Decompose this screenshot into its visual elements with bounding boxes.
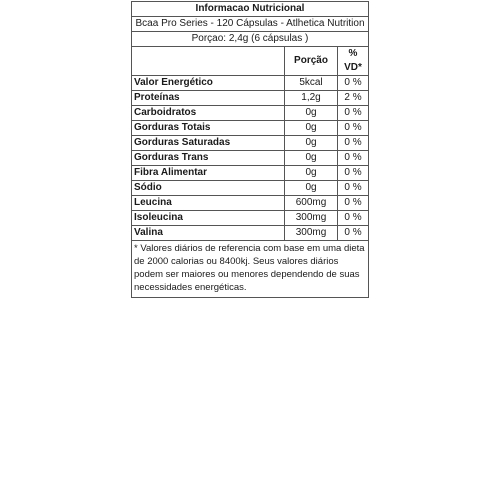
nutrient-column-header bbox=[132, 47, 285, 76]
table-row bbox=[132, 76, 368, 91]
nutrient-daily-value: 0 % bbox=[338, 166, 369, 181]
table-row bbox=[132, 136, 368, 151]
nutrient-quantity: 300mg bbox=[285, 226, 338, 241]
nutrient-quantity: 0g bbox=[285, 121, 338, 136]
nutrient-daily-value: 0 % bbox=[338, 196, 369, 211]
nutrient-quantity: 0g bbox=[285, 181, 338, 196]
nutrient-quantity: 0g bbox=[285, 136, 338, 151]
nutrient-name: Carboidratos bbox=[132, 106, 285, 121]
nutrient-name: Fibra Alimentar bbox=[132, 166, 285, 181]
table-row bbox=[132, 166, 368, 181]
table-row bbox=[132, 181, 368, 196]
dv-column-header: % VD* bbox=[338, 47, 369, 76]
nutrient-name: Sódio bbox=[132, 181, 285, 196]
nutrient-quantity: 600mg bbox=[285, 196, 338, 211]
nutrient-daily-value: 0 % bbox=[338, 121, 369, 136]
nutrient-daily-value: 0 % bbox=[338, 181, 369, 196]
nutrient-daily-value: 0 % bbox=[338, 76, 369, 91]
nutrient-daily-value: 0 % bbox=[338, 211, 369, 226]
nutrient-name: Leucina bbox=[132, 196, 285, 211]
nutrition-label bbox=[131, 1, 369, 298]
nutrient-name: Gorduras Saturadas bbox=[132, 136, 285, 151]
nutrient-daily-value: 0 % bbox=[338, 106, 369, 121]
nutrient-quantity: 0g bbox=[285, 166, 338, 181]
nutrient-name: Isoleucina bbox=[132, 211, 285, 226]
nutrient-name: Gorduras Totais bbox=[132, 121, 285, 136]
serving-size: Porçao: 2,4g (6 cápsulas ) bbox=[132, 32, 368, 47]
table-row bbox=[132, 196, 368, 211]
table-row bbox=[132, 91, 368, 106]
table-row bbox=[132, 121, 368, 136]
portion-column-header: Porção bbox=[285, 47, 338, 76]
table-row bbox=[132, 226, 368, 241]
nutrient-daily-value: 0 % bbox=[338, 151, 369, 166]
nutrient-quantity: 5kcal bbox=[285, 76, 338, 91]
product-name: Bcaa Pro Series - 120 Cápsulas - Atlhetica Nutrition bbox=[132, 17, 368, 32]
nutrient-name: Valor Energético bbox=[132, 76, 285, 91]
table-row bbox=[132, 211, 368, 226]
table-row bbox=[132, 151, 368, 166]
nutrient-daily-value: 0 % bbox=[338, 136, 369, 151]
nutrition-table bbox=[132, 47, 368, 241]
nutrient-quantity: 0g bbox=[285, 151, 338, 166]
nutrient-name: Proteínas bbox=[132, 91, 285, 106]
label-title: Informacao Nutricional bbox=[132, 2, 368, 17]
nutrient-quantity: 1,2g bbox=[285, 91, 338, 106]
footnote: * Valores diários de referencia com base em uma dieta de 2000 calorias ou 8400kj. Seus valores diários podem ser maiores ou menores dependendo de suas necessidades energéticas. bbox=[134, 243, 365, 293]
nutrient-quantity: 0g bbox=[285, 106, 338, 121]
nutrient-daily-value: 2 % bbox=[338, 91, 369, 106]
nutrient-daily-value: 0 % bbox=[338, 226, 369, 241]
nutrient-quantity: 300mg bbox=[285, 211, 338, 226]
nutrient-name: Valina bbox=[132, 226, 285, 241]
table-row bbox=[132, 106, 368, 121]
table-header-row bbox=[132, 47, 368, 76]
nutrient-name: Gorduras Trans bbox=[132, 151, 285, 166]
